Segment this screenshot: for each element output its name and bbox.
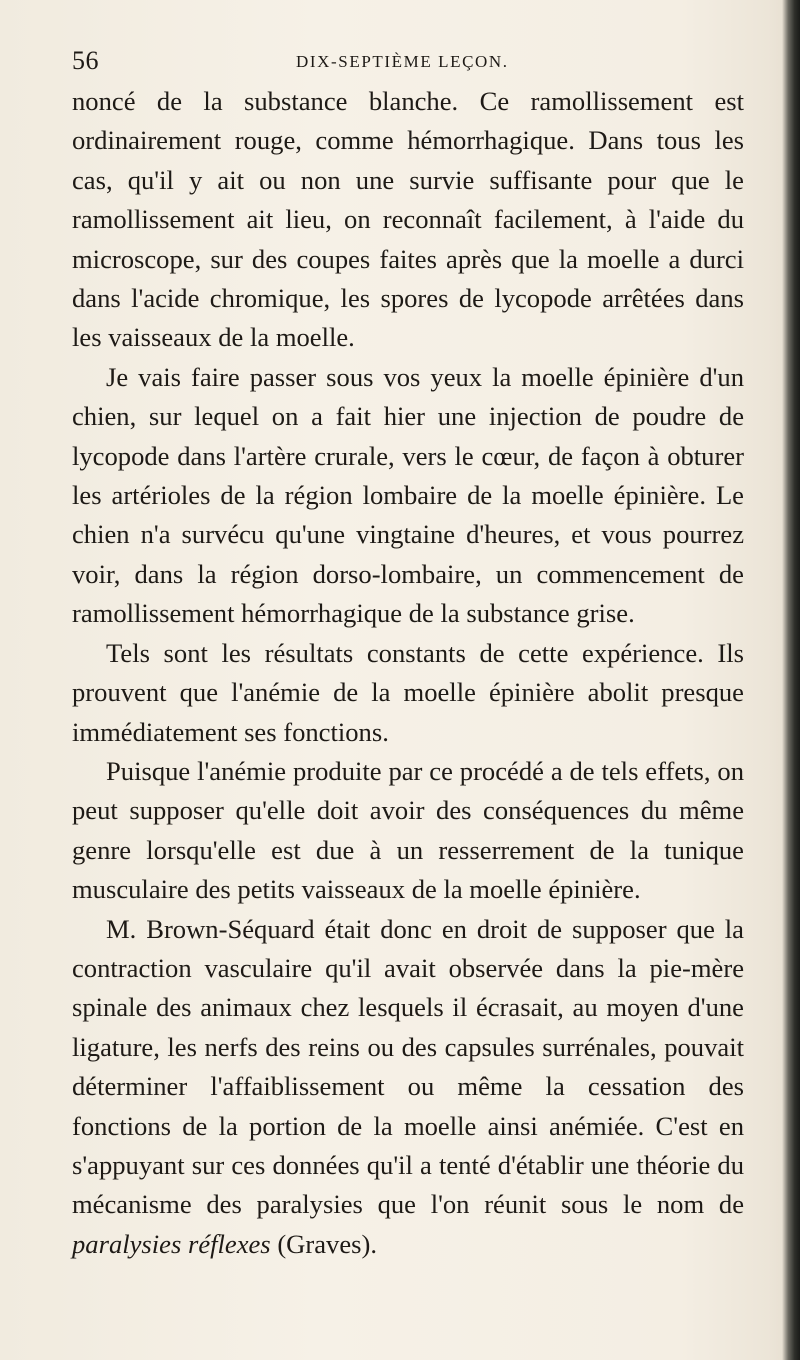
running-head: DIX-SEPTIÈME LEÇON. [296, 52, 509, 71]
italic-term: paralysies réflexes [72, 1228, 271, 1259]
paragraph-1: noncé de la substance blanche. Ce ramollissement est ordinairement rouge, comme hémorrhagique. Dans tous les cas, qu'il y ait ou non une survie suffisante pour que le ramollissement ait lieu, on reconnaît facilement, à l'aide du microscope, sur des coupes faites après que la moelle a durci dans l'acide chromique, les spores de lycopode arrêtées dans les vaisseaux de la moelle. [72, 86, 744, 353]
paragraph-5-text: M. Brown-Séquard était donc en droit de supposer que la contraction vasculaire qu'il avait observée dans la pie-mère spinale des animaux chez lesquels il écrasait, au moyen d'une ligature, les nerfs des reins ou des capsules surrénales, pouvait déterminer l'affaiblissement ou même la cessation des fonctions de la portion de la moelle ainsi anémiée. C'est en s'appuyant sur ces données qu'il a tenté d'établir une théorie du mécanisme des paralysies que l'on réunit sous le nom de [72, 913, 744, 1220]
paragraph-5 [72, 910, 744, 1265]
paragraph-2: Je vais faire passer sous vos yeux la moelle épinière d'un chien, sur lequel on a fait hier une injection de poudre de lycopode dans l'artère crurale, vers le cœur, de façon à obturer les artérioles de la région lombaire de la moelle épinière. Le chien n'a survécu qu'une vingtaine d'heures, et vous pourrez voir, dans la région dorso-lombaire, un commencement de ramollissement hémorrhagique de la substance grise. [72, 361, 744, 629]
page-binding-edge [782, 0, 800, 1360]
body-text [72, 82, 744, 1264]
paragraph-5-tail: (Graves). [270, 1228, 377, 1259]
page-header [70, 46, 750, 76]
page-number: 56 [72, 46, 99, 75]
paragraph-4: Puisque l'anémie produite par ce procédé a de tels effets, on peut supposer qu'elle doit avoir des conséquences du même genre lorsqu'elle est due à un resserrement de la tunique musculaire des petits vaisseaux de la moelle épinière. [72, 755, 744, 905]
paragraph-3: Tels sont les résultats constants de cette expérience. Ils prouvent que l'anémie de la moelle épinière abolit presque immédiatement ses fonctions. [72, 637, 744, 747]
